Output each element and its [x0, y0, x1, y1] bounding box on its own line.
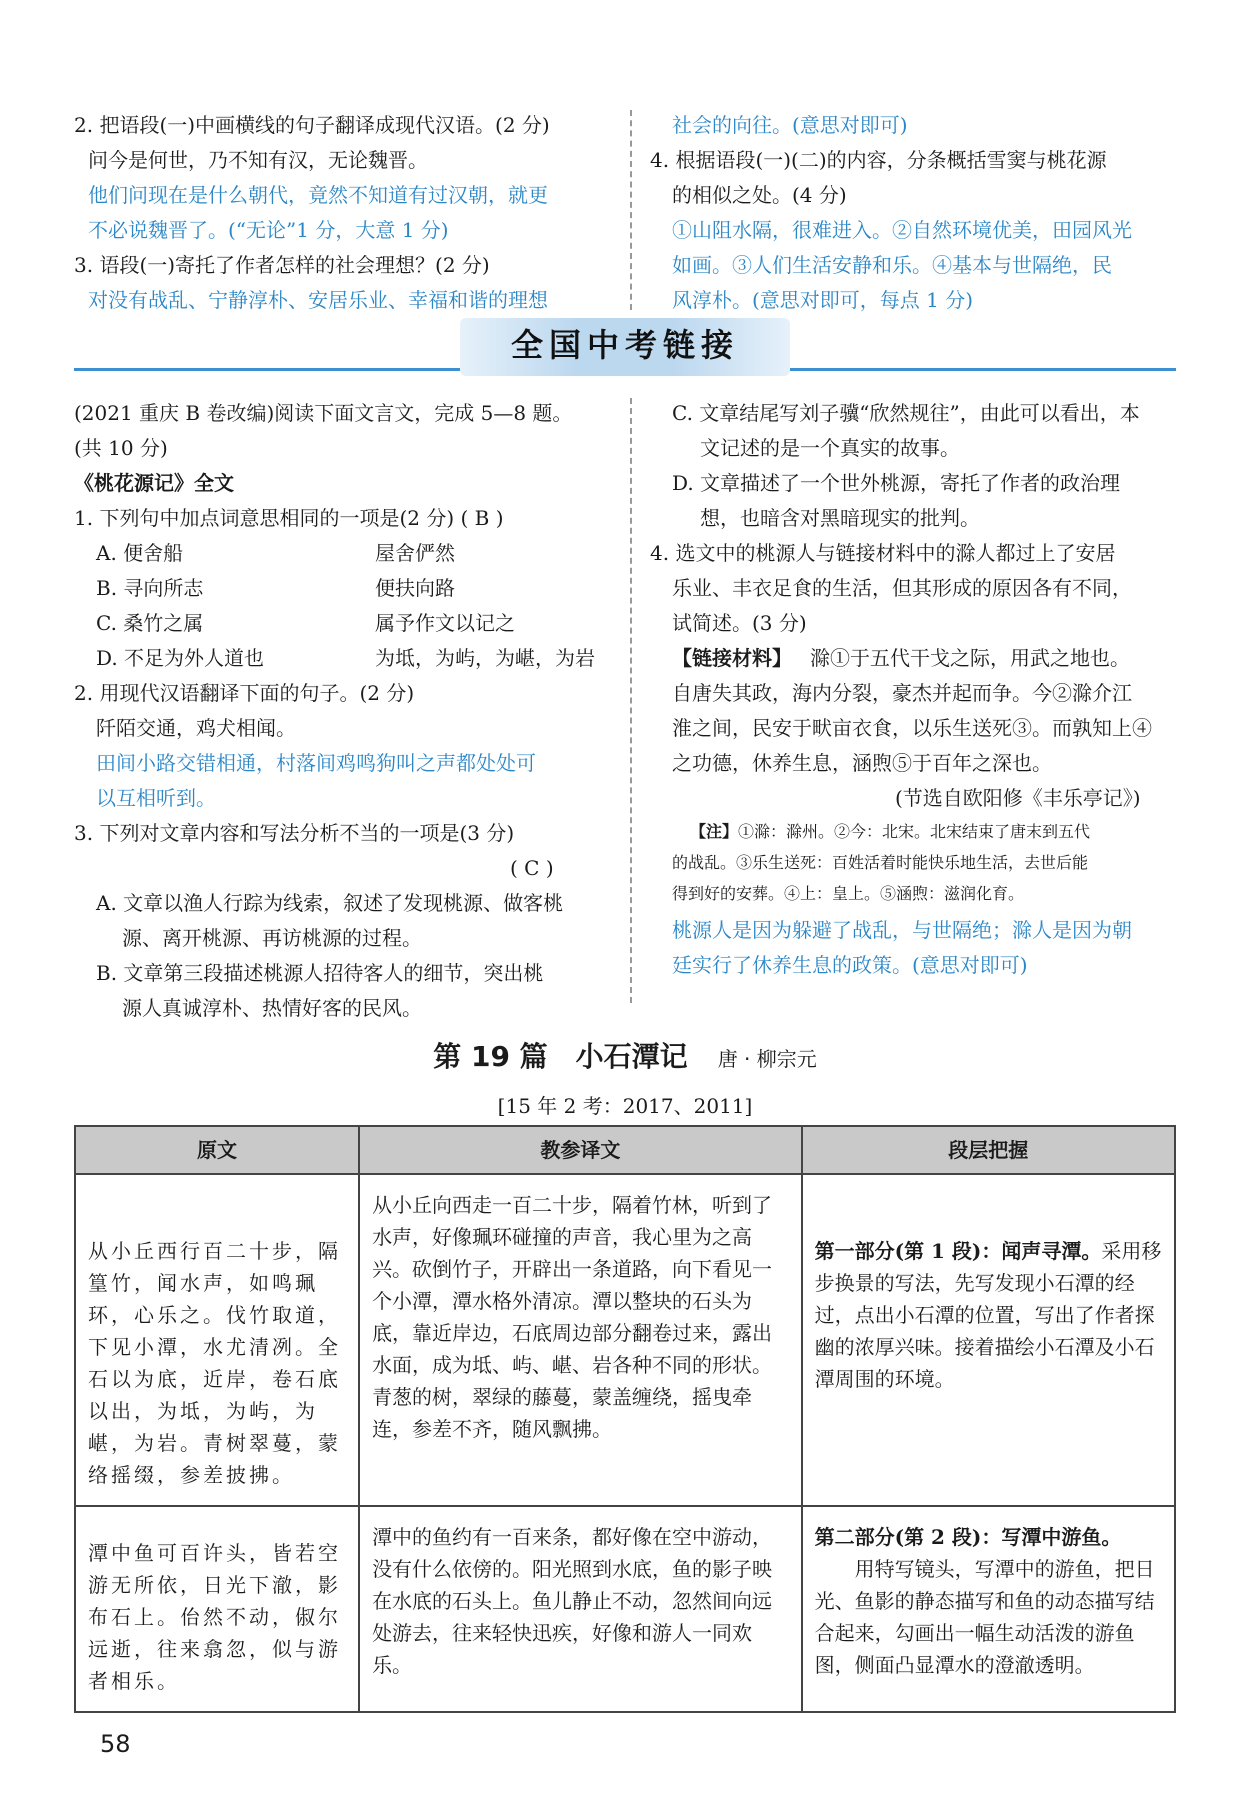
question-label: 4. 选文中的桃源人与链接材料中的滁人都过上了安居 [650, 541, 1116, 565]
paragraph-head: 第二部分(第 2 段)：写潭中游鱼。 [814, 1525, 1122, 1549]
option-text: 属予作文以记之 [375, 611, 515, 635]
link-text: 滁①于五代干戈之际，用武之地也。 [810, 646, 1130, 670]
option-text: 想，也暗含对黑暗现实的批判。 [700, 506, 980, 530]
section-title [0, 1035, 1250, 1075]
note-text: 得到好的安葬。④上：皇上。⑤涵煦：滋润化育。 [672, 884, 1025, 903]
answer-text: 社会的向往。(意思对即可) [672, 113, 908, 137]
translation-cell: 潭中的鱼约有一百来条，都好像在空中游动，没有什么依傍的。阳光照到水底，鱼的影子映在水底的石头上。鱼儿静止不动，忽然间向远处游去，往来轻快迅疾，好像和游人一同欢乐。 [359, 1506, 802, 1712]
answer-text: 桃源人是因为躲避了战乱，与世隔绝；滁人是因为朝 [672, 918, 1132, 942]
question-label: 乐业、丰衣足食的生活，但其形成的原因各有不同， [672, 576, 1132, 600]
link-text: 淮之间，民安于畎亩衣食，以乐生送死③。而孰知上④ [672, 716, 1152, 740]
section-title-text: 第 19 篇 小石潭记 [433, 1040, 688, 1073]
column-divider [630, 110, 632, 310]
link-source: (节选自欧阳修《丰乐亭记》) [895, 786, 1141, 810]
option-text: A. 便舍船 [96, 541, 184, 565]
header-original: 原文 [75, 1126, 359, 1174]
source-line: (2021 重庆 B 卷改编)阅读下面文言文，完成 5—8 题。 [74, 401, 573, 425]
answer-text: 田间小路交错相通，村落间鸡鸣狗叫之声都处处可 [96, 751, 536, 775]
question-text: 问今是何世，乃不知有汉，无论魏晋。 [88, 148, 428, 172]
banner-rule-right [790, 368, 1176, 371]
option-text: 源、离开桃源、再访桃源的过程。 [122, 926, 422, 950]
paragraph-cell [802, 1506, 1175, 1712]
link-text: 之功德，休养生息，涵煦⑤于百年之深也。 [672, 751, 1052, 775]
question-label: 试简述。(3 分) [672, 611, 807, 635]
original-cell: 潭中鱼可百许头，皆若空游无所依，日光下澈，影布石上。佁然不动，俶尔远逝，往来翕忽，似与游者相乐。 [75, 1506, 359, 1712]
table-row [75, 1174, 1175, 1506]
paragraph-body: 采用移步换景的写法，先写发现小石潭的经过，点出小石潭的位置，写出了作者探幽的浓厚兴味。接着描绘小石潭及小石潭周围的环境。 [814, 1239, 1162, 1391]
option-text: D. 不足为外人道也 [96, 646, 265, 670]
answer-text: 风淳朴。(意思对即可，每点 1 分) [672, 288, 974, 312]
section-author: 唐 · 柳宗元 [717, 1047, 817, 1071]
question-label: 的相似之处。(4 分) [672, 183, 847, 207]
header-paragraph: 段层把握 [802, 1126, 1175, 1174]
source-line: (共 10 分) [74, 436, 168, 460]
page-number: 58 [100, 1730, 131, 1758]
option-text: 为坻，为屿，为嵁，为岩 [375, 646, 595, 670]
answer-text: 不必说魏晋了。(“无论”1 分，大意 1 分) [88, 218, 449, 242]
answer-text: ①山阻水隔，很难进入。②自然环境优美，田园风光 [672, 218, 1132, 242]
section-subtitle: [15 年 2 考：2017、2011] [497, 1094, 753, 1118]
question-text: 阡陌交通，鸡犬相闻。 [96, 716, 296, 740]
link-label: 【链接材料】 [672, 646, 792, 670]
column-divider [630, 398, 632, 1003]
answer-text: 以互相听到。 [96, 786, 216, 810]
text-title: 《桃花源记》全文 [74, 471, 234, 495]
paragraph-body: 用特写镜头，写潭中的游鱼，把日光、鱼影的静态描写和鱼的动态描写结合起来，勾画出一幅生动活泼的游鱼图，侧面凸显潭水的澄澈透明。 [814, 1557, 1155, 1677]
answer-text: 对没有战乱、宁静淳朴、安居乐业、幸福和谐的理想 [88, 288, 548, 312]
option-text: A. 文章以渔人行踪为线索，叙述了发现桃源、做客桃 [96, 891, 564, 915]
question-label: 2. 用现代汉语翻译下面的句子。(2 分) [74, 681, 415, 705]
translation-cell: 从小丘向西走一百二十步，隔着竹林，听到了水声，好像珮环碰撞的声音，我心里为之高兴。砍倒竹子，开辟出一条道路，向下看见一个小潭，潭水格外清凉。潭以整块的石头为底，靠近岸边，石底周边部分翻卷过来，露出水面，成为坻、屿、嵁、岩各种不同的形状。青葱的树，翠绿的藤蔓，蒙盖缠绕，摇曳牵连，参差不齐，随风飘拂。 [359, 1174, 802, 1506]
answer-text: 他们问现在是什么朝代，竟然不知道有过汉朝，就更 [88, 183, 548, 207]
answer-bracket: ( C ) [510, 856, 554, 880]
paragraph-head: 第一部分(第 1 段)：闻声寻潭。 [814, 1239, 1102, 1263]
table-header-row [75, 1126, 1175, 1174]
note-text: 的战乱。③乐生送死：百姓活着时能快乐地生活，去世后能 [672, 853, 1089, 872]
option-text: C. 文章结尾写刘子骥“欣然规往”，由此可以看出，本 [672, 401, 1140, 425]
option-text: B. 寻向所志 [96, 576, 204, 600]
option-text: B. 文章第三段描述桃源人招待客人的细节，突出桃 [96, 961, 544, 985]
paragraph-cell [802, 1174, 1175, 1506]
option-text: 文记述的是一个真实的故事。 [700, 436, 960, 460]
link-text: 自唐失其政，海内分裂，豪杰并起而争。今②滁介江 [672, 681, 1132, 705]
option-text: 便扶向路 [375, 576, 455, 600]
banner-rule-left [74, 368, 460, 371]
option-text: D. 文章描述了一个世外桃源，寄托了作者的政治理 [672, 471, 1121, 495]
question-label: 2. 把语段(一)中画横线的句子翻译成现代汉语。(2 分) [74, 113, 550, 137]
question-label: 3. 语段(一)寄托了作者怎样的社会理想？(2 分) [74, 253, 490, 277]
answer-text: 如画。③人们生活安静和乐。④基本与世隔绝，民 [672, 253, 1112, 277]
option-text: 屋舍俨然 [375, 541, 455, 565]
question-label: 4. 根据语段(一)(二)的内容，分条概括雪窦与桃花源 [650, 148, 1107, 172]
header-translation: 教参译文 [359, 1126, 802, 1174]
note-text: ①滁：滁州。②今：北宋。北宋结束了唐末到五代 [738, 822, 1091, 841]
translation-table [74, 1125, 1176, 1713]
original-cell: 从小丘西行百二十步，隔篁竹，闻水声，如鸣珮环，心乐之。伐竹取道，下见小潭，水尤清冽。全石以为底，近岸，卷石底以出，为坻，为屿，为嵁，为岩。青树翠蔓，蒙络摇缀，参差披拂。 [75, 1174, 359, 1506]
option-text: C. 桑竹之属 [96, 611, 204, 635]
note-label: 【注】 [690, 822, 739, 841]
table-row [75, 1506, 1175, 1712]
option-text: 源人真诚淳朴、热情好客的民风。 [122, 996, 422, 1020]
answer-text: 廷实行了休养生息的政策。(意思对即可) [672, 953, 1028, 977]
question-label: 1. 下列句中加点词意思相同的一项是(2 分) ( B ) [74, 506, 504, 530]
banner-title: 全国中考链接 [510, 326, 739, 364]
question-label: 3. 下列对文章内容和写法分析不当的一项是(3 分) [74, 821, 515, 845]
